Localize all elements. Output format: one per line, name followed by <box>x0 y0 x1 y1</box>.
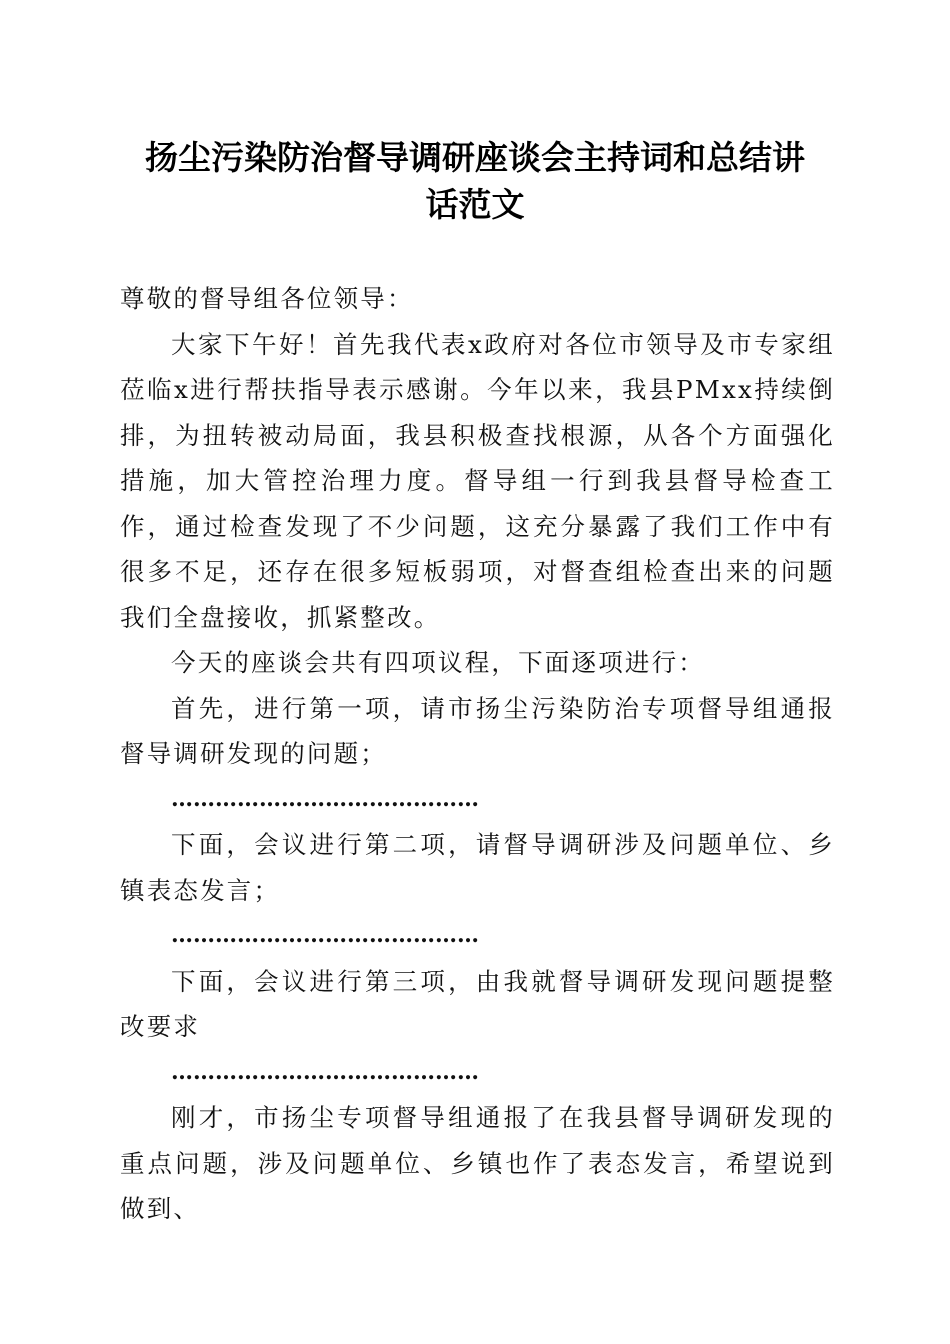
ellipsis-separator: …………………………………… <box>171 1058 479 1085</box>
paragraph-agenda-intro: 今天的座谈会共有四项议程，下面逐项进行： <box>171 648 705 677</box>
title-line-2: 话范文 <box>425 185 525 224</box>
document-body <box>120 276 835 1232</box>
paragraph-opening: 大家下午好！首先我代表x政府对各位市领导及市专家组莅临x进行帮扶指导表示感谢。今年以来，我县PMxx持续倒排，为扭转被动局面，我县积极查找根源，从各个方面强化措施，加大管控治理力度。督导组一行到我县督导检查工作，通过检查发现了不少问题，这充分暴露了我们工作中有很多不足，还存在很多短板弱项，对督查组检查出来的问题我们全盘接收，抓紧整改。 <box>120 329 835 632</box>
title-line-1: 扬尘污染防治督导调研座谈会主持词和总结讲 <box>145 138 805 177</box>
salutation: 尊敬的督导组各位领导： <box>120 284 414 313</box>
document-title <box>100 134 850 228</box>
paragraph-item-three: 下面，会议进行第三项，由我就督导调研发现问题提整改要求 <box>120 966 835 1041</box>
paragraph-item-two: 下面，会议进行第二项，请督导调研涉及问题单位、乡镇表态发言； <box>120 830 835 905</box>
ellipsis-separator: …………………………………… <box>171 785 479 812</box>
paragraph-summary: 刚才，市扬尘专项督导组通报了在我县督导调研发现的重点问题，涉及问题单位、乡镇也作了表态发言，希望说到做到、 <box>120 1103 835 1223</box>
paragraph-item-one: 首先，进行第一项，请市扬尘污染防治专项督导组通报督导调研发现的问题； <box>120 693 835 768</box>
ellipsis-separator: …………………………………… <box>171 922 479 948</box>
